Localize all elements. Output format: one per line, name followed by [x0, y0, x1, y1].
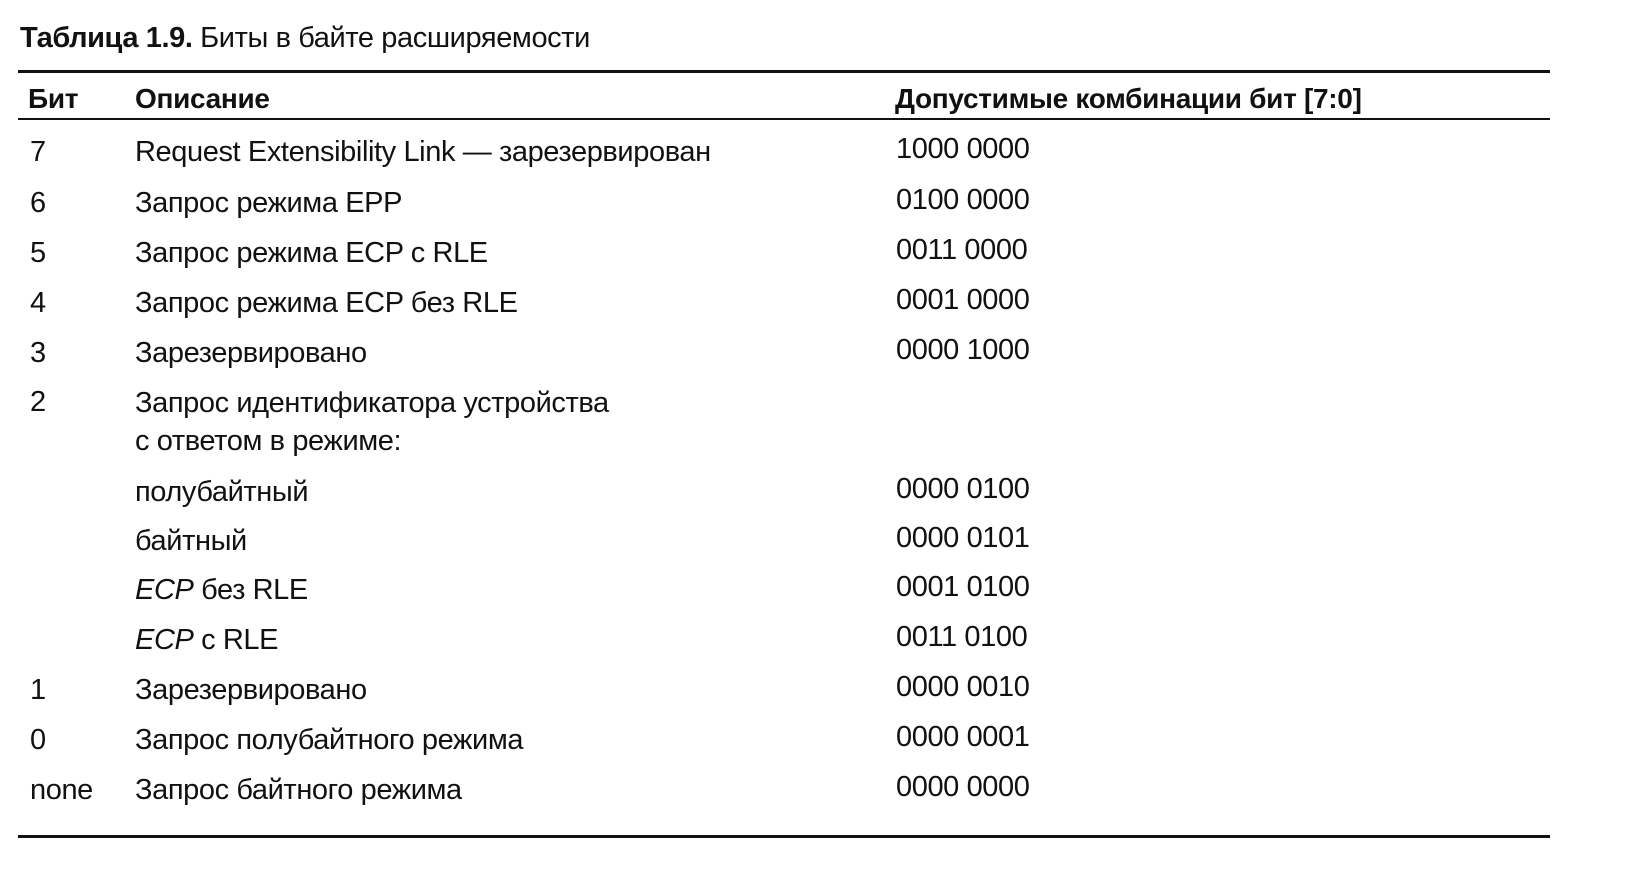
table-row	[0, 185, 1631, 225]
table-bottom-rule	[18, 835, 1550, 838]
description-cell: Зарезервировано	[135, 337, 367, 369]
description-cell	[135, 572, 308, 608]
description-cell: Запрос байтного режима	[135, 774, 462, 806]
table-header-rule	[18, 118, 1550, 120]
combination-cell: 1000 0000	[896, 133, 1030, 165]
bit-cell: 2	[30, 386, 46, 418]
description-cell: Запрос режима ECP без RLE	[135, 287, 518, 319]
table-row	[0, 622, 1631, 662]
description-cell: Request Extensibility Link — зарезервирован	[135, 136, 711, 168]
bit-cell: 0	[30, 724, 46, 756]
combination-cell: 0000 1000	[896, 334, 1030, 366]
bit-cell: 4	[30, 287, 46, 319]
table-row	[0, 772, 1631, 812]
combination-cell: 0011 0000	[896, 234, 1028, 266]
table-row	[0, 523, 1631, 563]
table-row	[0, 672, 1631, 712]
description-line: Запрос идентификатора устройства	[135, 387, 609, 419]
bit-cell: none	[30, 774, 93, 806]
table-row	[0, 235, 1631, 275]
description-cell: Запрос полубайтного режима	[135, 724, 524, 756]
bit-cell: 5	[30, 237, 46, 269]
table-top-rule	[18, 70, 1550, 73]
description-cell	[135, 384, 609, 460]
combination-cell: 0000 0010	[896, 671, 1030, 703]
description-cell: Запрос режима EPP	[135, 187, 403, 219]
bit-cell: 7	[30, 136, 46, 168]
table-row	[0, 722, 1631, 762]
bit-cell: 1	[30, 674, 46, 706]
header-bit: Бит	[28, 83, 79, 114]
description-rest: без RLE	[193, 574, 308, 606]
table-row	[0, 474, 1631, 514]
table-row	[0, 335, 1631, 375]
description-italic: ECP	[135, 574, 194, 606]
description-line: с ответом в режиме:	[135, 425, 402, 457]
description-cell: полубайтный	[135, 476, 309, 508]
combination-cell: 0001 0100	[896, 571, 1030, 603]
table-title: Биты в байте расширяемости	[200, 22, 590, 54]
table-row	[0, 285, 1631, 325]
description-cell: байтный	[135, 525, 247, 557]
table-number: Таблица 1.9.	[20, 22, 193, 54]
table-caption	[20, 20, 590, 56]
description-italic: ECP	[135, 624, 194, 656]
description-cell	[135, 622, 278, 658]
bit-cell: 3	[30, 337, 46, 369]
combination-cell: 0000 0101	[896, 522, 1030, 554]
description-cell: Запрос режима ECP с RLE	[135, 237, 488, 269]
combination-cell: 0001 0000	[896, 284, 1030, 316]
description-rest: с RLE	[193, 624, 279, 656]
description-cell: Зарезервировано	[135, 674, 367, 706]
header-description: Описание	[135, 83, 270, 114]
table-row	[0, 572, 1631, 612]
table-row	[0, 134, 1631, 174]
combination-cell: 0000 0100	[896, 473, 1030, 505]
bit-cell: 6	[30, 187, 46, 219]
combination-cell: 0000 0000	[896, 771, 1030, 803]
table-row	[0, 384, 1631, 464]
combination-cell: 0011 0100	[896, 621, 1028, 653]
combination-cell: 0100 0000	[896, 184, 1030, 216]
header-combinations: Допустимые комбинации бит [7:0]	[895, 83, 1362, 114]
combination-cell: 0000 0001	[896, 721, 1030, 753]
